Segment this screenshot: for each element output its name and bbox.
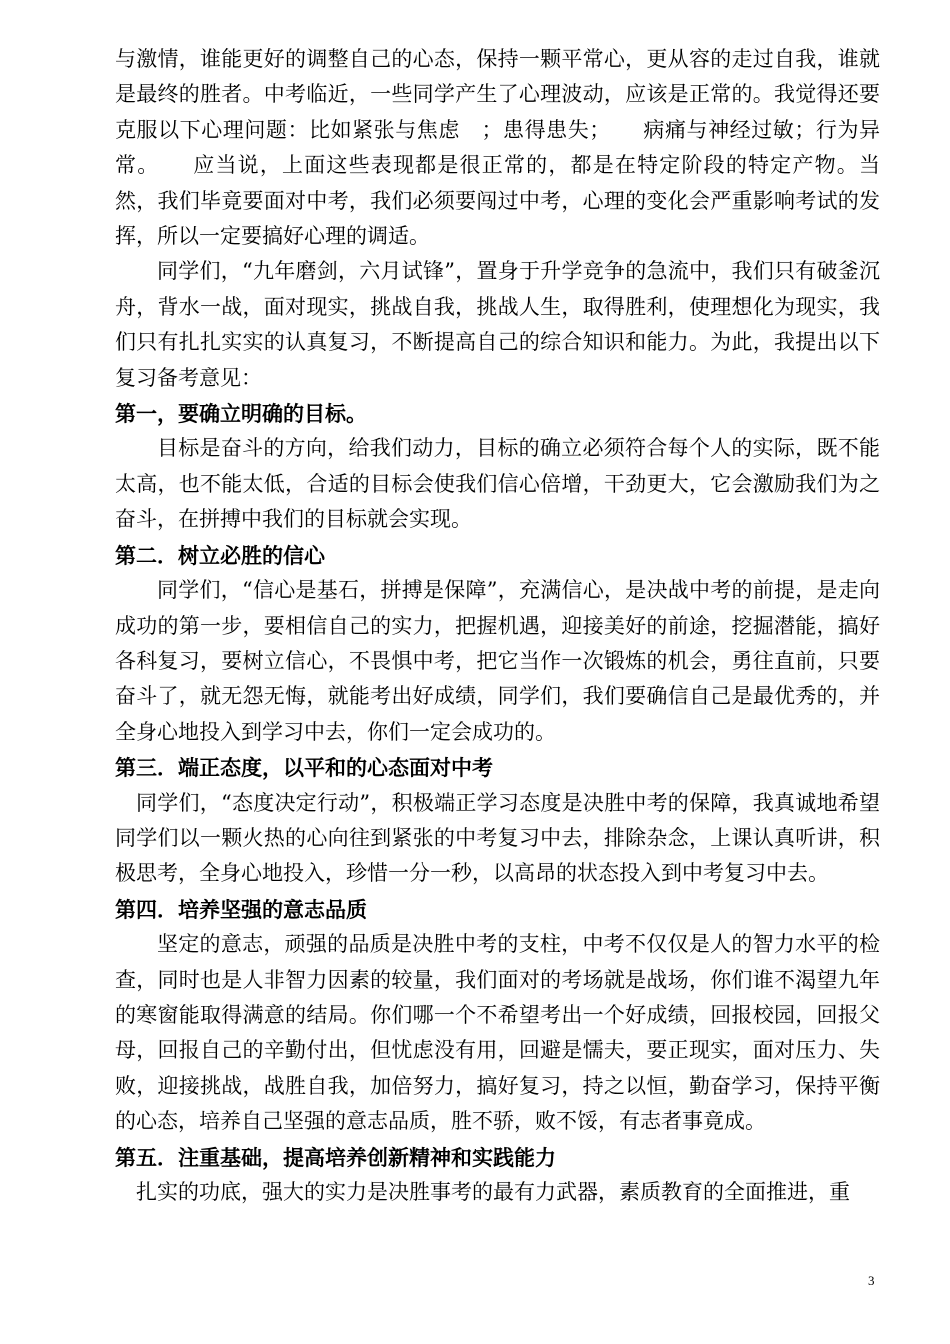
paragraph-4: 同学们，“信心是基石，拼搏是保障”，充满信心，是决战中考的前提，是走向成功的第一步，要相信自己的实力，把握机遇，迎接美好的前途，挖掘潜能，搞好各科复习，要树立信心，不畏惧中考，把它当作一次锻炼的机会，勇往直前，只要奋斗了，就无怨无悔，就能考出好成绩，同学们，我们要确信自己是最优秀的，并全身心地投入到学习中去，你们一定会成功的。 — [115, 578, 880, 744]
section-heading-4: 第四．培养坚强的意志品质 — [115, 896, 367, 922]
document-page — [115, 42, 880, 1210]
section-heading-3: 第三．端正态度，以平和的心态面对中考 — [115, 755, 493, 781]
paragraph-6: 坚定的意志，顽强的品质是决胜中考的支柱，中考不仅仅是人的智力水平的检查，同时也是人非智力因素的较量，我们面对的考场就是战场，你们谁不渴望九年的寒窗能取得满意的结局。你们哪一个不希望考出一个好成绩，回报校园，回报父母，回报自己的辛勤付出，但忧虑没有用，回避是懦夫，要正现实，面对压力、失败，迎接挑战，战胜自我，加倍努力，搞好复习，持之以恒，勤奋学习，保持平衡的心态，培养自己坚强的意志品质，胜不骄，败不馁，有志者事竟成。 — [115, 932, 880, 1134]
paragraph-5: 同学们，“态度决定行动”，积极端正学习态度是决胜中考的保障，我真诚地希望同学们以一颗火热的心向往到紧张的中考复习中去，排除杂念，上课认真听讲，积极思考，全身心地投入，珍惜一分一秒，以高昂的状态投入到中考复习中去。 — [115, 790, 880, 886]
page-number: 3 — [868, 1273, 875, 1288]
section-heading-5: 第五．注重基础，提高培养创新精神和实践能力 — [115, 1144, 556, 1170]
paragraph-1: 与激情，谁能更好的调整自己的心态，保持一颗平常心，更从容的走过自我，谁就是最终的胜者。中考临近，一些同学产生了心理波动，应该是正常的。我觉得还要克服以下心理问题：比如紧张与焦虑 ；患得患失； 病痛与神经过敏；行为异常。 应当说，上面这些表现都是很正常的，都是在特定阶段的特定产物。当然，我们毕竟要面对中考，我们必须要闯过中考，心理的变化会严重影响考试的发挥，所以一定要搞好心理的调适。 — [115, 47, 880, 249]
paragraph-7: 扎实的功底，强大的实力是决胜事考的最有力武器，素质教育的全面推进，重 — [136, 1180, 850, 1204]
section-heading-1: 第一，要确立明确的目标。 — [115, 401, 367, 427]
paragraph-2: 同学们，“九年磨剑，六月试锋”，置身于升学竞争的急流中，我们只有破釜沉舟，背水一战，面对现实，挑战自我，挑战人生，取得胜利，使理想化为现实，我们只有扎扎实实的认真复习，不断提高自己的综合知识和能力。为此，我提出以下复习备考意见： — [115, 259, 880, 390]
section-heading-2: 第二．树立必胜的信心 — [115, 542, 325, 568]
paragraph-3: 目标是奋斗的方向，给我们动力，目标的确立必须符合每个人的实际，既不能太高，也不能太低，合适的目标会使我们信心倍增，干劲更大，它会激励我们为之奋斗，在拼搏中我们的目标就会实现。 — [115, 436, 880, 532]
